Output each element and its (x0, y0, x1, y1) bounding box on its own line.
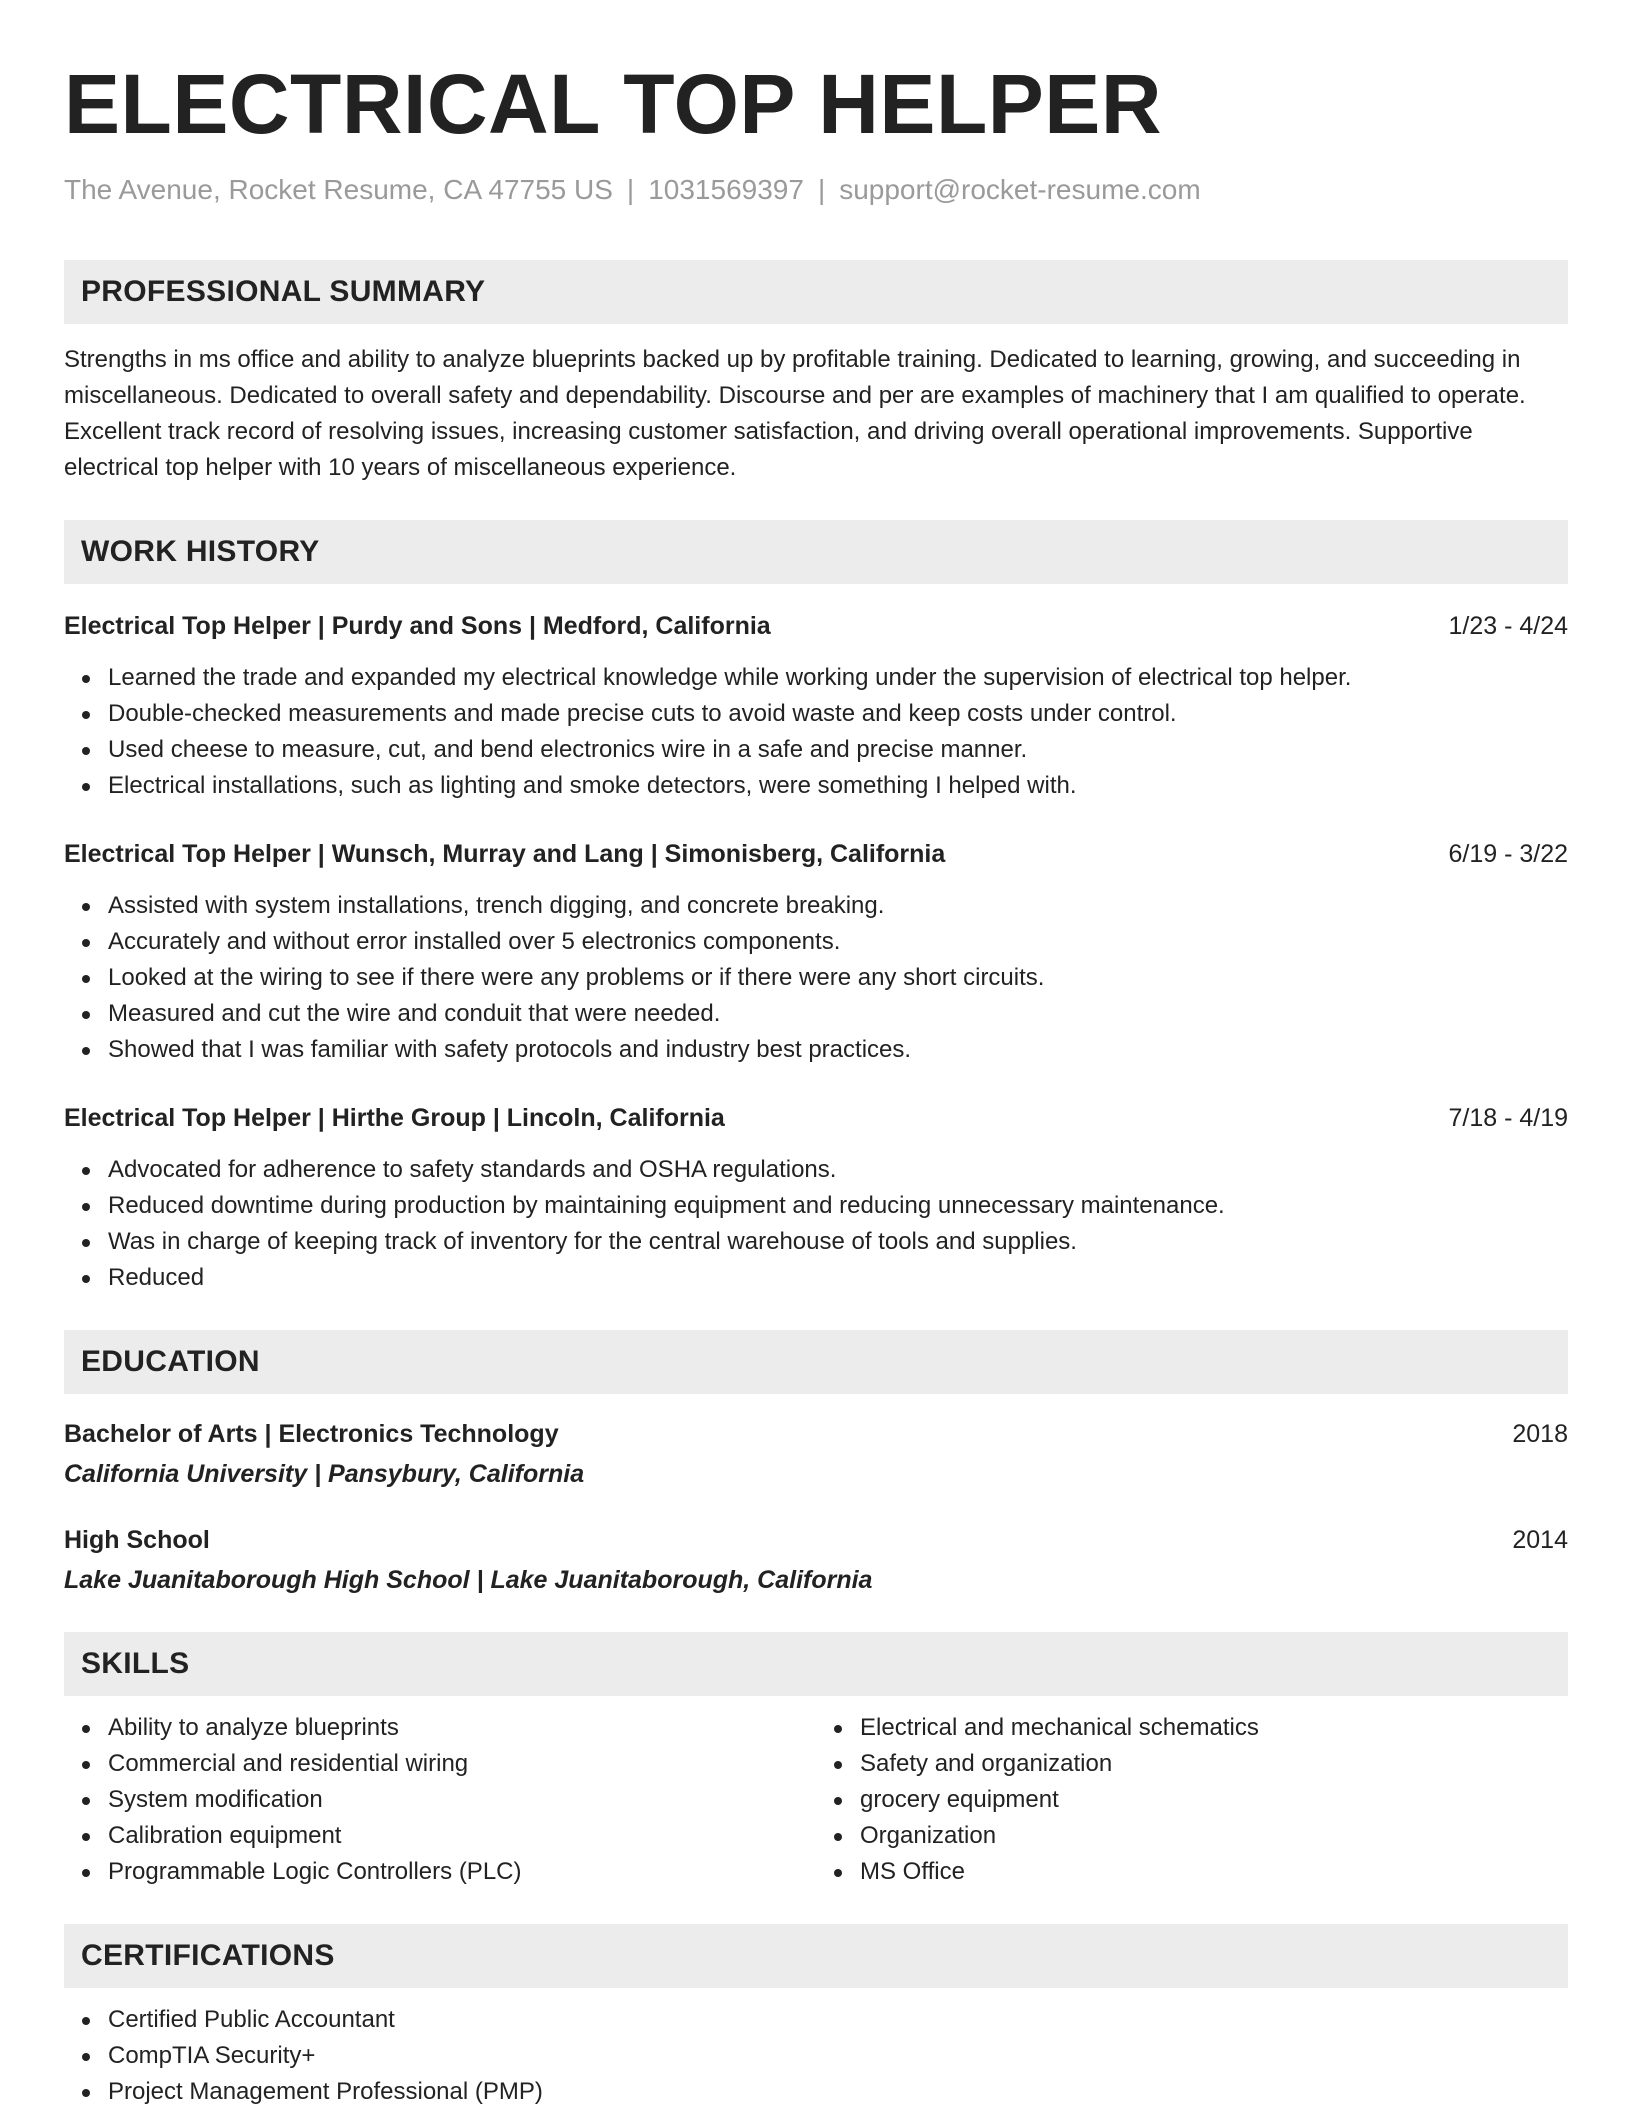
job-entry (64, 836, 1568, 1068)
job-title: Electrical Top Helper | Purdy and Sons | Medford, California (64, 612, 771, 640)
job-bullets (64, 1152, 1568, 1296)
list-item: Looked at the wiring to see if there were any problems or if there were any short circuits. (64, 960, 1568, 996)
education-school: Lake Juanitaborough High School | Lake Juanitaborough, California (64, 1566, 873, 1594)
list-item: Electrical installations, such as lighting and smoke detectors, were something I helped with. (64, 768, 1568, 804)
skills-heading: SKILLS (64, 1632, 1568, 1696)
list-item: Learned the trade and expanded my electrical knowledge while working under the supervision of electrical top helper. (64, 660, 1568, 696)
list-item: Measured and cut the wire and conduit that were needed. (64, 996, 1568, 1032)
education-entry (64, 1522, 1568, 1598)
resume-name: ELECTRICAL TOP HELPER (64, 57, 1162, 151)
education-heading: EDUCATION (64, 1330, 1568, 1394)
contact-address: The Avenue, Rocket Resume, CA 47755 US (64, 174, 613, 205)
contact-email: support@rocket-resume.com (839, 174, 1201, 205)
job-bullets (64, 660, 1568, 804)
education-degree: Bachelor of Arts | Electronics Technology (64, 1420, 559, 1448)
job-bullets (64, 888, 1568, 1068)
job-dates: 7/18 - 4/19 (1448, 1104, 1568, 1132)
job-dates: 1/23 - 4/24 (1448, 612, 1568, 640)
job-title: Electrical Top Helper | Hirthe Group | Lincoln, California (64, 1104, 725, 1132)
summary-heading: PROFESSIONAL SUMMARY (64, 260, 1568, 324)
list-item: Reduced (64, 1260, 1568, 1296)
list-item: Used cheese to measure, cut, and bend electronics wire in a safe and precise manner. (64, 732, 1568, 768)
summary-text: Strengths in ms office and ability to analyze blueprints backed up by profitable training. Dedicated to learning, growing, and succeeding in miscellaneous. Dedicated to overall safety and dependability. Discourse and per are examples of machinery that I am qualified to operate. Excellent track record of resolving issues, increasing customer satisfaction, and driving overall operational improvements. Supportive electrical top helper with 10 years of miscellaneous experience. (64, 346, 1526, 481)
contact-separator: | (817, 174, 826, 205)
education-year: 2014 (1512, 1526, 1568, 1554)
education-degree: High School (64, 1526, 210, 1554)
skills-list (64, 1710, 1568, 1890)
skills-column-left (64, 1710, 816, 1890)
list-item: Safety and organization (816, 1746, 1568, 1782)
job-entry (64, 608, 1568, 804)
list-item: Commercial and residential wiring (64, 1746, 816, 1782)
education-year: 2018 (1512, 1420, 1568, 1448)
list-item: MS Office (816, 1854, 1568, 1890)
work-history-heading: WORK HISTORY (64, 520, 1568, 584)
list-item: Programmable Logic Controllers (PLC) (64, 1854, 816, 1890)
contact-line (64, 172, 1568, 208)
certifications-list (64, 2002, 1568, 2110)
list-item: Showed that I was familiar with safety protocols and industry best practices. (64, 1032, 1568, 1068)
education-school: California University | Pansybury, California (64, 1460, 585, 1488)
job-entry (64, 1100, 1568, 1296)
list-item: Reduced downtime during production by maintaining equipment and reducing unnecessary maintenance. (64, 1188, 1568, 1224)
education-entry (64, 1416, 1568, 1492)
list-item: Calibration equipment (64, 1818, 816, 1854)
list-item: Organization (816, 1818, 1568, 1854)
job-dates: 6/19 - 3/22 (1448, 840, 1568, 868)
list-item: Was in charge of keeping track of inventory for the central warehouse of tools and supplies. (64, 1224, 1568, 1260)
contact-phone: 1031569397 (648, 174, 804, 205)
list-item: Double-checked measurements and made precise cuts to avoid waste and keep costs under control. (64, 696, 1568, 732)
list-item: CompTIA Security+ (64, 2038, 1568, 2074)
list-item: Accurately and without error installed over 5 electronics components. (64, 924, 1568, 960)
list-item: grocery equipment (816, 1782, 1568, 1818)
list-item: Electrical and mechanical schematics (816, 1710, 1568, 1746)
list-item: Project Management Professional (PMP) (64, 2074, 1568, 2110)
certifications-heading: CERTIFICATIONS (64, 1924, 1568, 1988)
job-title: Electrical Top Helper | Wunsch, Murray and Lang | Simonisberg, California (64, 840, 946, 868)
contact-separator: | (626, 174, 635, 205)
list-item: Advocated for adherence to safety standards and OSHA regulations. (64, 1152, 1568, 1188)
list-item: Ability to analyze blueprints (64, 1710, 816, 1746)
skills-column-right (816, 1710, 1568, 1890)
list-item: Assisted with system installations, trench digging, and concrete breaking. (64, 888, 1568, 924)
list-item: System modification (64, 1782, 816, 1818)
list-item: Certified Public Accountant (64, 2002, 1568, 2038)
